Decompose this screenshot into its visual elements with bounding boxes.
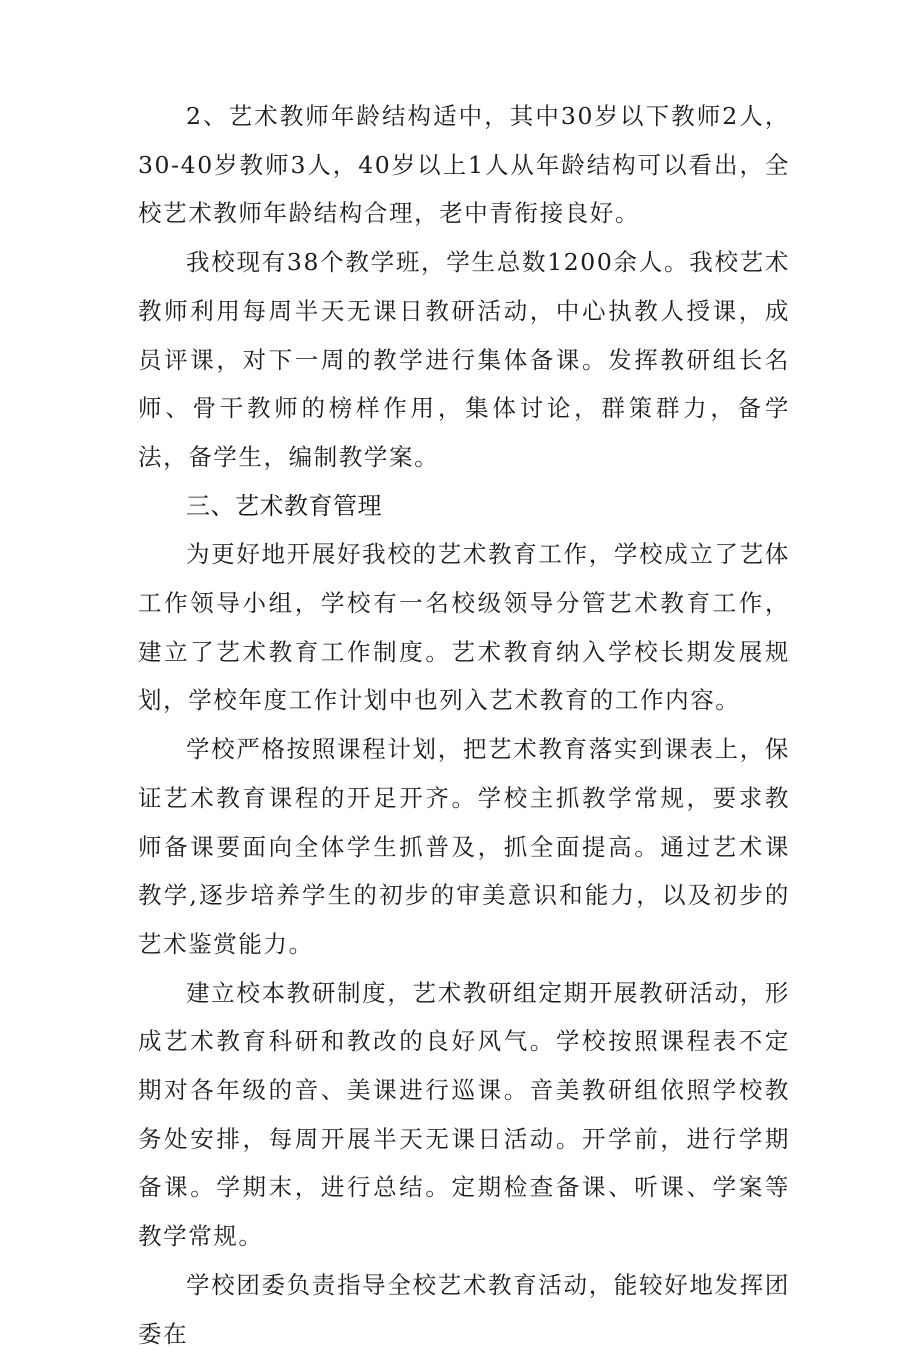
paragraph-research: 建立校本教研制度，艺术教研组定期开展教研活动，形成艺术教育科研和教改的良好风气。学校按照课程表不定期对各年级的音、美课进行巡课。音美教研组依照学校教务处安排，每周开展半天无课日活动。开学前，进行学期备课。学期末，进行总结。定期检查备课、听课、学案等教学常规。 [138,978,790,1251]
document-body [138,92,790,1358]
paragraph-leadership: 为更好地开展好我校的艺术教育工作，学校成立了艺体工作领导小组，学校有一名校级领导分管艺术教育工作，建立了艺术教育工作制度。艺术教育纳入学校长期发展规划，学校年度工作计划中也列入艺术教育的工作内容。 [138,540,790,715]
paragraph-class-info: 我校现有38个教学班，学生总数1200余人。我校艺术教师利用每周半天无课日教研活动，中心执教人授课，成员评课，对下一周的教学进行集体备课。发挥教研组长名师、骨干教师的榜样作用，集体讨论，群策群力，备学法，备学生，编制教学案。 [138,248,790,471]
paragraph-curriculum: 学校严格按照课程计划，把艺术教育落实到课表上，保证艺术教育课程的开足开齐。学校主抓教学常规，要求教师备课要面向全体学生抓普及，抓全面提高。通过艺术课教学,逐步培养学生的初步的审美意识和能力，以及初步的艺术鉴赏能力。 [138,735,790,958]
paragraph-teacher-age: 2、艺术教师年龄结构适中，其中30岁以下教师2人，30-40岁教师3人，40岁以上1人从年龄结构可以看出，全校艺术教师年龄结构合理，老中青衔接良好。 [138,102,790,228]
paragraph-youth-league: 学校团委负责指导全校艺术教育活动，能较好地发挥团委在 [138,1270,790,1348]
section-heading: 三、艺术教育管理 [186,491,382,520]
